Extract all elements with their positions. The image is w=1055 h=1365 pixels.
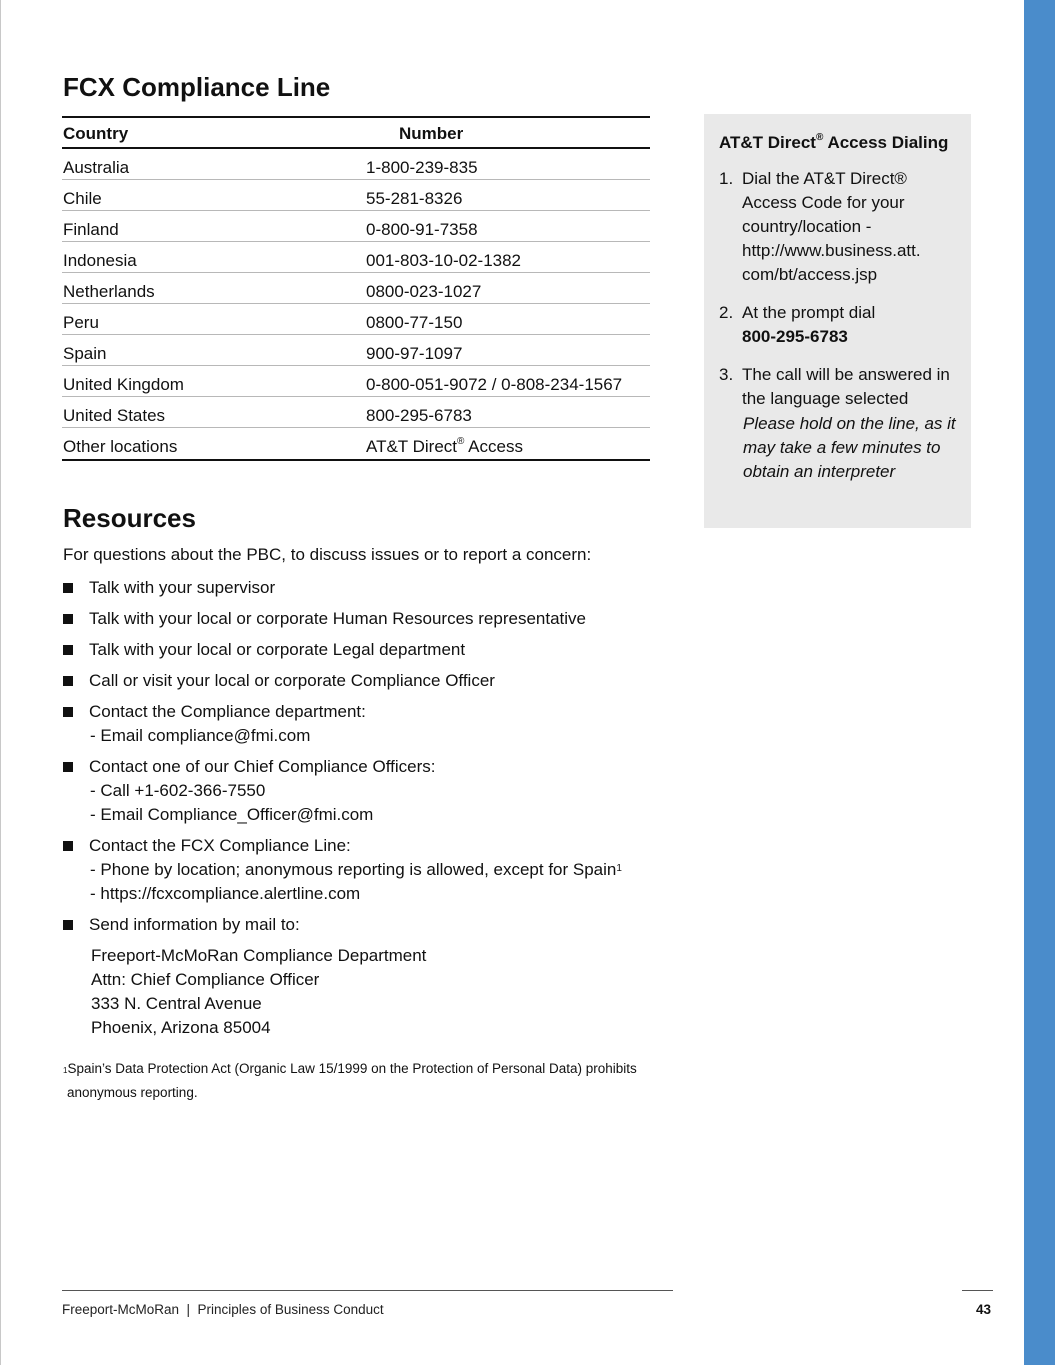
number-cell: 0800-023-1027	[366, 282, 482, 301]
address-line: 333 N. Central Avenue	[91, 994, 262, 1013]
sub-item: - https://fcxcompliance.alertline.com	[90, 884, 361, 903]
list-item	[63, 669, 663, 693]
step-number: 3.	[719, 365, 734, 384]
att-steps-list	[719, 167, 957, 411]
table-row	[62, 211, 650, 242]
country-cell: Finland	[63, 220, 119, 239]
country-cell: Peru	[63, 313, 99, 332]
square-bullet-icon	[63, 676, 73, 686]
att-step	[719, 301, 957, 349]
item-text: Contact the FCX Compliance Line:	[89, 836, 351, 855]
country-cell: Australia	[63, 158, 130, 177]
registered-mark: ®	[815, 132, 824, 143]
country-cell: United States	[63, 406, 166, 425]
number-header: Number	[399, 124, 464, 143]
compliance-line-title: FCX Compliance Line	[63, 72, 331, 102]
att-title-suffix: Access Dialing	[823, 133, 949, 152]
footer-text: Freeport-McMoRan | Principles of Business Conduct	[62, 1302, 384, 1317]
square-bullet-icon	[63, 614, 73, 624]
country-cell: Netherlands	[63, 282, 155, 301]
square-bullet-icon	[63, 841, 73, 851]
table-header-row	[62, 118, 650, 149]
item-text: Talk with your local or corporate Human Resources representative	[89, 609, 587, 628]
att-step	[719, 167, 957, 287]
item-text: Contact the Compliance department:	[89, 702, 366, 721]
square-bullet-icon	[63, 645, 73, 655]
number-prefix: AT&T Direct	[366, 437, 457, 456]
footer-divider-right	[962, 1290, 993, 1291]
footnote-line: Spain’s Data Protection Act (Organic Law 15/1999 on the Protection of Personal Data) prohibits	[67, 1061, 637, 1076]
step-number: 1.	[719, 169, 734, 188]
number-cell: 0-800-91-7358	[366, 220, 478, 239]
table-row	[62, 304, 650, 335]
square-bullet-icon	[63, 583, 73, 593]
att-title-prefix: AT&T Direct	[719, 133, 816, 152]
table-row	[62, 242, 650, 273]
country-cell: Chile	[63, 189, 102, 208]
footer-divider	[62, 1290, 673, 1291]
table-row	[62, 180, 650, 211]
registered-mark: ®	[457, 436, 465, 447]
list-item	[63, 700, 663, 748]
address-line: Phoenix, Arizona 85004	[91, 1018, 271, 1037]
footnote-mark: 1	[616, 863, 622, 874]
number-cell	[366, 437, 523, 457]
number-cell: 001-803-10-02-1382	[366, 251, 522, 270]
list-item	[63, 755, 663, 827]
footnote-line: anonymous reporting.	[67, 1085, 198, 1100]
footnote-mark: 1	[63, 1066, 68, 1075]
step-phone-number: 800-295-6783	[742, 327, 848, 346]
number-cell: 0-800-051-9072 / 0-808-234-1567	[366, 375, 623, 394]
sub-item: - Email Compliance_Officer@fmi.com	[90, 805, 374, 824]
table-row	[62, 335, 650, 366]
compliance-line-table	[62, 116, 650, 461]
table-row	[62, 366, 650, 397]
step-text: Dial the AT&T Direct® Access Code for your country/location - http://www.business.att. com/bt/access.jsp	[742, 169, 921, 284]
sub-item: - Email compliance@fmi.com	[90, 726, 311, 745]
step-text: The call will be answered in the language selected	[742, 365, 950, 408]
side-color-band	[1024, 0, 1055, 1365]
country-cell: Spain	[63, 344, 107, 363]
number-cell: 900-97-1097	[366, 344, 463, 363]
address-line: Attn: Chief Compliance Officer	[91, 970, 320, 989]
square-bullet-icon	[63, 707, 73, 717]
list-item	[63, 638, 663, 662]
country-cell: Indonesia	[63, 251, 137, 270]
item-text: Call or visit your local or corporate Compliance Officer	[89, 671, 495, 690]
item-text: Contact one of our Chief Compliance Officers:	[89, 757, 436, 776]
country-cell: United Kingdom	[63, 375, 184, 394]
list-item	[63, 913, 663, 1040]
country-cell: Other locations	[63, 437, 178, 456]
sub-item: - Call +1-602-366-7550	[90, 781, 266, 800]
square-bullet-icon	[63, 920, 73, 930]
att-step	[719, 363, 957, 411]
page-edge-line	[0, 0, 1, 1365]
table-row	[62, 397, 650, 428]
footnote	[63, 1057, 663, 1105]
resources-list	[63, 576, 663, 1047]
step-text: At the prompt dial	[742, 303, 876, 322]
page-number: 43	[976, 1302, 992, 1317]
number-suffix: Access	[464, 437, 523, 456]
table-row	[62, 149, 650, 180]
mailing-address	[89, 944, 663, 1040]
item-text: Send information by mail to:	[89, 915, 300, 934]
number-cell: 1-800-239-835	[366, 158, 478, 177]
list-item	[63, 607, 663, 631]
square-bullet-icon	[63, 762, 73, 772]
list-item	[63, 834, 663, 906]
number-cell: 800-295-6783	[366, 406, 472, 425]
table-row	[62, 273, 650, 304]
address-line: Freeport-McMoRan Compliance Department	[91, 946, 427, 965]
number-cell: 55-281-8326	[366, 189, 463, 208]
step-number: 2.	[719, 303, 734, 322]
sub-item-text: - Phone by location; anonymous reporting is allowed, except for Spain	[90, 860, 617, 879]
item-text: Talk with your supervisor	[89, 578, 276, 597]
item-text: Talk with your local or corporate Legal department	[89, 640, 466, 659]
list-item	[63, 576, 663, 600]
resources-title: Resources	[63, 503, 196, 533]
number-cell: 0800-77-150	[366, 313, 463, 332]
att-note: Please hold on the line, as it may take a few minutes to obtain an interpreter	[743, 414, 956, 481]
sub-item	[89, 858, 663, 882]
resources-intro: For questions about the PBC, to discuss issues or to report a concern:	[63, 545, 592, 564]
att-box-title	[719, 133, 957, 153]
att-direct-dialing-box	[704, 114, 971, 528]
table-row	[62, 428, 650, 459]
country-header: Country	[63, 124, 129, 143]
